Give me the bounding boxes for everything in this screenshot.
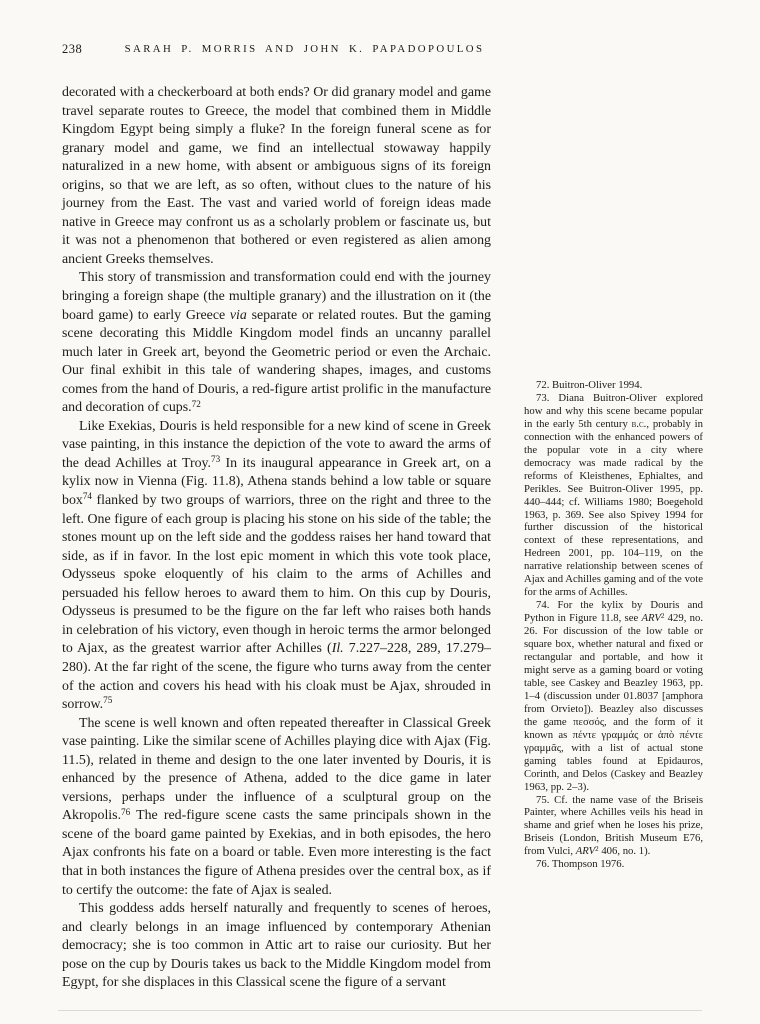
text-run: 406, no. 1). [598, 845, 651, 858]
text-run: b.c. [631, 417, 647, 430]
paragraph [62, 900, 491, 993]
running-head: SARAH P. MORRIS AND JOHN K. PAPADOPOULOS [124, 43, 485, 55]
text-run: ARV [641, 612, 661, 625]
text-run: The red-figure scene casts the same principals shown in the scene of the board game painted by Exekias, and in both episodes, the hero Ajax confronts his fate on a board or table. Even more interesting is the fact that in both instances the figure of Athena presides over the central box, as if to certify the outcome: the fate of Ajax is sealed. [62, 808, 491, 898]
footnotes [524, 379, 703, 871]
main-text [62, 84, 491, 993]
text-run: 76. Thompson 1976. [536, 858, 625, 871]
footnote [524, 599, 703, 793]
text-run: The scene is well known and often repeated thereafter in Classical Greek vase painting. Like the similar scene of Achilles playing dice with Ajax (Fig. 11.5), related in theme and design to the one later invented by Douris, it is enhanced by the presence of Athena, added to the dice game in later versions, perhaps under the influence of a sculptural group on the Akropolis. [62, 715, 491, 824]
page-number: 238 [62, 42, 83, 56]
paragraph [62, 715, 491, 900]
text-run: separate or related routes. But the gaming scene decorating this Middle Kingdom model finds an uncanny parallel much later in Greek art, beyond the Geometric period or even the Archaic. Our final exhibit in this tale of wandering shapes, images, and customs comes from the hand of Douris, a red-figure artist prolific in the manufacture and decoration of cups. [62, 307, 491, 416]
text-run: , probably in connection with the enhanced powers of the popular vote in a city where democracy was made radical by the reforms of Kleisthenes, Ephialtes, and Perikles. See Buitron-Oliver 1995, pp. 440–444; cf. Williams 1980; Boegehold 1963, p. 369. See also Spivey 1994 for further discussion of the historical context of these representations, and Hedreen 2001, pp. 104–119, on the narrative relationship between scenes of Ajax and Achilles gaming and of the vote for the arms of Achilles. [524, 417, 703, 599]
text-run: Il. [331, 641, 344, 657]
text-run: 74. For the kylix by Douris and Python in Figure 11.8, see [524, 599, 703, 625]
text-run: Like Exekias, Douris is held responsible for a new kind of scene in Greek vase painting, in this instance the depiction of the vote to award the arms of the dead Achilles at Troy. [62, 418, 491, 471]
text-run: ARV [575, 845, 596, 858]
footnote-reference: 75 [103, 695, 113, 706]
footnote [524, 392, 703, 599]
footnote-reference: 74 [82, 491, 92, 502]
text-run: via [229, 307, 247, 323]
text-run: 73. Diana Buitron-Oliver explored how and why this scene became popular in the early 5th century [524, 391, 703, 430]
footnote-reference: 2 [595, 844, 599, 853]
text-run: This story of transmission and transformation could end with the journey bringing a foreign shape (the multiple granary) and the illustration on it (the board game) to early Greece [62, 270, 491, 323]
text-run: decorated with a checkerboard at both ends? Or did granary model and game travel separate routes to Greece, the model that combined them in Middle Kingdom Egypt being simply a fluke? In the foreign funeral scene as for granary model and game, we find an intellectual stowaway happily naturalized in a new home, with absent or ambiguous signs of its foreign origins, so that we are left, as so often, without clues to the nature of his journey from the East. The vast and varied world of foreign ideas made native in Greece may confront us as a scholarly problem or fascinate us, but it was not a phenomenon that bothered or even registered as alien among ancient Greeks themselves. [62, 85, 491, 267]
footnote-reference: 73 [211, 454, 221, 465]
text-run: 7.227–228, 289, 17.279–280). At the far right of the scene, the figure who turns away from the center of the action and covers his head with his cloak must be Ajax, shrouded in sorrow. [62, 641, 491, 713]
text-run: This goddess adds herself naturally and frequently to scenes of heroes, and clearly belongs in an image influenced by contemporary Athenian democracy; she is too common in Attic art to raise our curiosity. But her pose on the cup by Douris takes us back to the Middle Kingdom model from Egypt, for she displaces in this Classical scene the figure of a servant [62, 901, 491, 991]
text-run: 72. Buitron-Oliver 1994. [536, 379, 643, 391]
text-run: flanked by two groups of warriors, three on the right and three to the left. One figure of each group is placing his stone on his side of the table; the stones mount up on the left side and the goddess raises her hand toward that side, as if in favor. In the lost epic moment in which this vote took place, Odysseus spoke eloquently of his claim to the arms of Achilles and persuaded his fellow heroes to award them to him. On this cup by Douris, Odysseus is presumed to be the figure on the far left who raises both hands in celebration of his victory, even though in heroic terms the armor belonged to Ajax, as the greatest warrior after Achilles ( [62, 493, 491, 657]
footnote [524, 858, 703, 871]
footnote-reference: 2 [660, 611, 665, 620]
text-run: 429, no. 26. For discussion of the low table or square box, whether natural and fixed or rectangular and portable, and how it might serve as a gaming board or voting table, see Caskey and Beazley 1963, pp. 1–4 (discussion under 01.8037 [amphora from Orvieto]). Beazley also discusses the game πεσσός, and the form of it known as πέντε γραμμάς or ἀπὸ πέντε γραμμᾶς, with a list of actual stone gaming tables found at Epidauros, Corinth, and Delos (Caskey and Beazley 1963, pp. 2–3). [524, 612, 703, 793]
footnote-reference: 76 [121, 806, 131, 817]
footnote-reference: 72 [191, 398, 201, 409]
footnote [524, 794, 703, 859]
text-run: In its inaugural appearance in Greek art, on a kylix now in Vienna (Fig. 11.8), Athena stands behind a low table or square box [62, 455, 491, 509]
text-run: 75. Cf. the name vase of the Briseis Painter, where Achilles veils his head in shame and grief when he loses his prize, Briseis (London, British Museum E76, from Vulci, [524, 793, 703, 858]
page-bottom-edge [58, 1010, 702, 1011]
footnote [524, 379, 703, 392]
paragraph [62, 84, 491, 269]
paragraph [62, 418, 491, 715]
page-header [62, 42, 492, 58]
paragraph [62, 269, 491, 417]
